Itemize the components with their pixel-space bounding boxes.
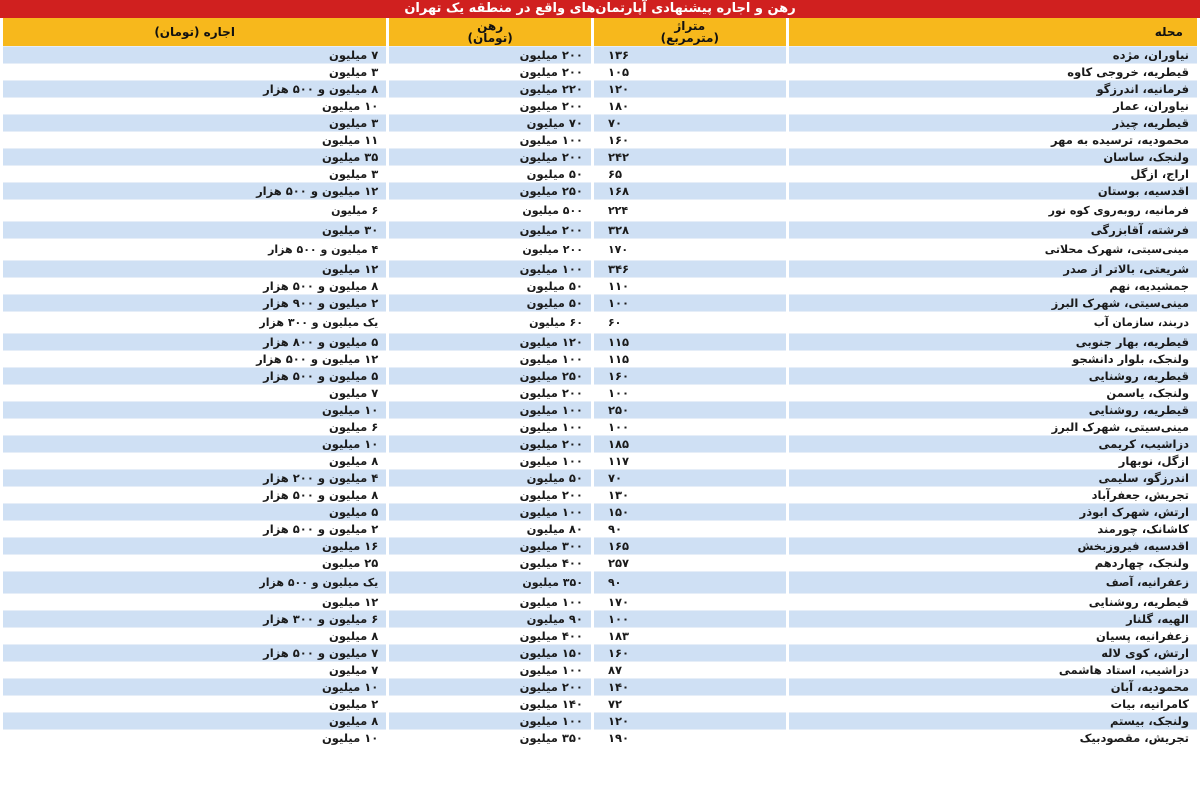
cell-rent: ۱۰ میلیون: [3, 678, 386, 695]
cell-deposit: ۲۵۰ میلیون: [389, 367, 591, 384]
table-row: [3, 333, 1197, 350]
cell-area: جمشیدیه، نهم: [789, 277, 1197, 294]
table-row: [3, 165, 1197, 182]
cell-rent: ۳ میلیون: [3, 165, 386, 182]
table-row: [3, 452, 1197, 469]
cell-rent: ۳ میلیون: [3, 63, 386, 80]
cell-area: فرمانیه، اندرزگو: [789, 80, 1197, 97]
table-row: [3, 182, 1197, 199]
header-rent: اجاره (تومان): [3, 18, 386, 46]
cell-deposit: ۱۴۰ میلیون: [389, 695, 591, 712]
cell-size: ۱۴۰: [594, 678, 786, 695]
cell-deposit: ۵۰۰ میلیون: [389, 199, 591, 221]
cell-area: تجریش، مقصودبیک: [789, 729, 1197, 746]
cell-rent: ۶ میلیون: [3, 199, 386, 221]
cell-rent: ۷ میلیون: [3, 384, 386, 401]
cell-size: ۱۸۳: [594, 627, 786, 644]
cell-rent: ۳۰ میلیون: [3, 221, 386, 238]
header-row: [3, 18, 1197, 46]
cell-size: ۱۹۰: [594, 729, 786, 746]
cell-size: ۱۳۰: [594, 486, 786, 503]
cell-area: الهیه، گلنار: [789, 610, 1197, 627]
header-size: متراژ (مترمربع): [594, 18, 786, 46]
cell-area: کامرانیه، بیات: [789, 695, 1197, 712]
cell-deposit: ۱۰۰ میلیون: [389, 503, 591, 520]
table-row: [3, 712, 1197, 729]
cell-deposit: ۱۰۰ میلیون: [389, 661, 591, 678]
cell-size: ۱۵۰: [594, 503, 786, 520]
table-row: [3, 537, 1197, 554]
cell-size: ۷۰: [594, 469, 786, 486]
cell-area: قیطریه، روشنایی: [789, 367, 1197, 384]
cell-size: ۱۶۰: [594, 131, 786, 148]
cell-deposit: ۱۰۰ میلیون: [389, 712, 591, 729]
cell-area: زعفرانیه، آصف: [789, 571, 1197, 593]
cell-rent: ۵ میلیون و ۸۰۰ هزار: [3, 333, 386, 350]
cell-deposit: ۲۲۰ میلیون: [389, 80, 591, 97]
cell-size: ۲۲۴: [594, 199, 786, 221]
table-row: [3, 350, 1197, 367]
table-row: [3, 661, 1197, 678]
cell-deposit: ۵۰ میلیون: [389, 277, 591, 294]
cell-size: ۱۷۰: [594, 238, 786, 260]
cell-deposit: ۲۰۰ میلیون: [389, 148, 591, 165]
cell-deposit: ۱۰۰ میلیون: [389, 350, 591, 367]
table-title: رهن و اجاره پیشنهادی آپارتمان‌های واقع در منطقه یک تهران: [0, 0, 1200, 18]
cell-area: مینی‌سیتی، شهرک محلاتی: [789, 238, 1197, 260]
table-row: [3, 469, 1197, 486]
table-row: [3, 294, 1197, 311]
cell-size: ۶۵: [594, 165, 786, 182]
cell-deposit: ۴۰۰ میلیون: [389, 554, 591, 571]
cell-area: اندرزگو، سلیمی: [789, 469, 1197, 486]
cell-area: شریعتی، بالاتر از صدر: [789, 260, 1197, 277]
cell-rent: ۵ میلیون: [3, 503, 386, 520]
cell-area: تجریش، جعفرآباد: [789, 486, 1197, 503]
cell-deposit: ۵۰ میلیون: [389, 165, 591, 182]
cell-size: ۳۲۸: [594, 221, 786, 238]
table-row: [3, 503, 1197, 520]
table-row: [3, 435, 1197, 452]
cell-area: ازگل، نوبهار: [789, 452, 1197, 469]
table-row: [3, 199, 1197, 221]
cell-area: مینی‌سیتی، شهرک البرز: [789, 294, 1197, 311]
cell-size: ۹۰: [594, 520, 786, 537]
table-row: [3, 486, 1197, 503]
cell-size: ۱۱۵: [594, 333, 786, 350]
cell-area: فرمانیه، روبه‌روی کوه نور: [789, 199, 1197, 221]
cell-area: ولنجک، ساسان: [789, 148, 1197, 165]
cell-rent: ۱۶ میلیون: [3, 537, 386, 554]
cell-rent: ۱۰ میلیون: [3, 729, 386, 746]
rent-table: [0, 18, 1200, 746]
cell-rent: ۸ میلیون و ۵۰۰ هزار: [3, 277, 386, 294]
cell-size: ۱۷۰: [594, 593, 786, 610]
cell-rent: ۱۰ میلیون: [3, 401, 386, 418]
cell-size: ۷۰: [594, 114, 786, 131]
cell-deposit: ۲۰۰ میلیون: [389, 486, 591, 503]
cell-size: ۱۶۵: [594, 537, 786, 554]
table-row: [3, 311, 1197, 333]
cell-area: قیطریه، روشنایی: [789, 593, 1197, 610]
header-area: محله: [789, 18, 1197, 46]
cell-area: ارتش، شهرک ابوذر: [789, 503, 1197, 520]
cell-rent: ۷ میلیون: [3, 46, 386, 63]
cell-rent: ۱۲ میلیون و ۵۰۰ هزار: [3, 350, 386, 367]
cell-size: ۳۴۶: [594, 260, 786, 277]
cell-size: ۲۵۷: [594, 554, 786, 571]
cell-deposit: ۵۰ میلیون: [389, 294, 591, 311]
cell-rent: ۶ میلیون: [3, 418, 386, 435]
cell-rent: ۷ میلیون: [3, 661, 386, 678]
cell-deposit: ۱۲۰ میلیون: [389, 333, 591, 350]
cell-deposit: ۳۰۰ میلیون: [389, 537, 591, 554]
table-row: [3, 367, 1197, 384]
table-row: [3, 260, 1197, 277]
cell-area: قیطریه، چیذر: [789, 114, 1197, 131]
cell-rent: ۸ میلیون: [3, 627, 386, 644]
cell-deposit: ۴۰۰ میلیون: [389, 627, 591, 644]
cell-deposit: ۲۵۰ میلیون: [389, 182, 591, 199]
cell-rent: یک میلیون و ۳۰۰ هزار: [3, 311, 386, 333]
table-row: [3, 97, 1197, 114]
cell-deposit: ۱۰۰ میلیون: [389, 131, 591, 148]
cell-deposit: ۶۰ میلیون: [389, 311, 591, 333]
table-row: [3, 63, 1197, 80]
cell-deposit: ۱۰۰ میلیون: [389, 452, 591, 469]
table-row: [3, 46, 1197, 63]
cell-size: ۹۰: [594, 571, 786, 593]
cell-deposit: ۳۵۰ میلیون: [389, 571, 591, 593]
table-row: [3, 221, 1197, 238]
cell-area: نیاوران، عمار: [789, 97, 1197, 114]
cell-area: قیطریه، روشنایی: [789, 401, 1197, 418]
cell-deposit: ۲۰۰ میلیون: [389, 46, 591, 63]
cell-size: ۲۴۲: [594, 148, 786, 165]
cell-size: ۱۶۰: [594, 367, 786, 384]
table-row: [3, 238, 1197, 260]
table-row: [3, 148, 1197, 165]
cell-rent: ۱۲ میلیون: [3, 260, 386, 277]
cell-area: قیطریه، بهار جنوبی: [789, 333, 1197, 350]
cell-rent: ۲ میلیون و ۵۰۰ هزار: [3, 520, 386, 537]
table-body: [3, 46, 1197, 746]
cell-rent: ۵ میلیون و ۵۰۰ هزار: [3, 367, 386, 384]
cell-deposit: ۷۰ میلیون: [389, 114, 591, 131]
table-row: [3, 571, 1197, 593]
cell-size: ۱۲۰: [594, 80, 786, 97]
cell-rent: ۸ میلیون و ۵۰۰ هزار: [3, 486, 386, 503]
cell-rent: ۱۰ میلیون: [3, 97, 386, 114]
table-row: [3, 80, 1197, 97]
cell-deposit: ۲۰۰ میلیون: [389, 97, 591, 114]
cell-deposit: ۱۰۰ میلیون: [389, 401, 591, 418]
table-row: [3, 678, 1197, 695]
cell-rent: ۲۵ میلیون: [3, 554, 386, 571]
cell-deposit: ۲۰۰ میلیون: [389, 63, 591, 80]
cell-area: ارتش، کوی لاله: [789, 644, 1197, 661]
cell-rent: ۳۵ میلیون: [3, 148, 386, 165]
cell-area: کاشانک، چورمند: [789, 520, 1197, 537]
cell-size: ۱۰۰: [594, 610, 786, 627]
cell-size: ۱۰۰: [594, 418, 786, 435]
cell-rent: ۱۰ میلیون: [3, 435, 386, 452]
cell-area: نیاوران، مژده: [789, 46, 1197, 63]
cell-size: ۱۱۷: [594, 452, 786, 469]
cell-size: ۱۱۰: [594, 277, 786, 294]
cell-area: قیطریه، خروجی کاوه: [789, 63, 1197, 80]
table-row: [3, 695, 1197, 712]
cell-area: دربند، سازمان آب: [789, 311, 1197, 333]
cell-deposit: ۵۰ میلیون: [389, 469, 591, 486]
cell-area: محمودیه، آبان: [789, 678, 1197, 695]
cell-size: ۷۲: [594, 695, 786, 712]
cell-area: دزاشیب، کریمی: [789, 435, 1197, 452]
cell-rent: ۱۱ میلیون: [3, 131, 386, 148]
header-deposit: رهن (تومان): [389, 18, 591, 46]
cell-size: ۸۷: [594, 661, 786, 678]
table-row: [3, 644, 1197, 661]
cell-area: اقدسیه، فیروزبخش: [789, 537, 1197, 554]
cell-area: ولنجک، بیستم: [789, 712, 1197, 729]
cell-area: زعفرانیه، پسیان: [789, 627, 1197, 644]
cell-deposit: ۲۰۰ میلیون: [389, 435, 591, 452]
cell-size: ۱۰۰: [594, 384, 786, 401]
cell-size: ۱۶۸: [594, 182, 786, 199]
cell-area: ولنجک، بلوار دانشجو: [789, 350, 1197, 367]
cell-deposit: ۸۰ میلیون: [389, 520, 591, 537]
table-row: [3, 131, 1197, 148]
cell-size: ۱۲۰: [594, 712, 786, 729]
cell-deposit: ۲۰۰ میلیون: [389, 238, 591, 260]
cell-area: فرشته، آقابزرگی: [789, 221, 1197, 238]
cell-rent: ۲ میلیون و ۹۰۰ هزار: [3, 294, 386, 311]
table-row: [3, 593, 1197, 610]
table-row: [3, 114, 1197, 131]
cell-deposit: ۲۰۰ میلیون: [389, 221, 591, 238]
cell-size: ۱۰۰: [594, 294, 786, 311]
table-row: [3, 729, 1197, 746]
cell-deposit: ۱۵۰ میلیون: [389, 644, 591, 661]
cell-rent: ۲ میلیون: [3, 695, 386, 712]
table-row: [3, 520, 1197, 537]
cell-rent: ۸ میلیون: [3, 452, 386, 469]
cell-size: ۱۳۶: [594, 46, 786, 63]
table-row: [3, 277, 1197, 294]
cell-rent: ۱۲ میلیون و ۵۰۰ هزار: [3, 182, 386, 199]
table-row: [3, 610, 1197, 627]
cell-deposit: ۹۰ میلیون: [389, 610, 591, 627]
cell-rent: ۸ میلیون و ۵۰۰ هزار: [3, 80, 386, 97]
cell-rent: ۴ میلیون و ۲۰۰ هزار: [3, 469, 386, 486]
cell-area: ولنجک، یاسمن: [789, 384, 1197, 401]
cell-area: ولنجک، چهاردهم: [789, 554, 1197, 571]
table-row: [3, 554, 1197, 571]
cell-size: ۱۸۰: [594, 97, 786, 114]
cell-size: ۱۶۰: [594, 644, 786, 661]
cell-area: محمودیه، ترسیده به مهر: [789, 131, 1197, 148]
table-row: [3, 401, 1197, 418]
cell-rent: ۶ میلیون و ۳۰۰ هزار: [3, 610, 386, 627]
cell-size: ۱۰۵: [594, 63, 786, 80]
cell-area: دزاشیب، استاد هاشمی: [789, 661, 1197, 678]
cell-size: ۲۵۰: [594, 401, 786, 418]
table-row: [3, 418, 1197, 435]
cell-rent: ۴ میلیون و ۵۰۰ هزار: [3, 238, 386, 260]
cell-rent: ۷ میلیون و ۵۰۰ هزار: [3, 644, 386, 661]
cell-area: اراج، ازگل: [789, 165, 1197, 182]
cell-deposit: ۲۰۰ میلیون: [389, 678, 591, 695]
table-row: [3, 384, 1197, 401]
cell-deposit: ۲۰۰ میلیون: [389, 384, 591, 401]
cell-area: اقدسیه، بوستان: [789, 182, 1197, 199]
cell-size: ۶۰: [594, 311, 786, 333]
cell-size: ۱۱۵: [594, 350, 786, 367]
cell-rent: ۳ میلیون: [3, 114, 386, 131]
table-row: [3, 627, 1197, 644]
cell-size: ۱۸۵: [594, 435, 786, 452]
cell-rent: یک میلیون و ۵۰۰ هزار: [3, 571, 386, 593]
cell-rent: ۱۲ میلیون: [3, 593, 386, 610]
cell-rent: ۸ میلیون: [3, 712, 386, 729]
cell-deposit: ۱۰۰ میلیون: [389, 260, 591, 277]
cell-deposit: ۱۰۰ میلیون: [389, 418, 591, 435]
cell-deposit: ۱۰۰ میلیون: [389, 593, 591, 610]
cell-area: مینی‌سیتی، شهرک البرز: [789, 418, 1197, 435]
cell-deposit: ۳۵۰ میلیون: [389, 729, 591, 746]
